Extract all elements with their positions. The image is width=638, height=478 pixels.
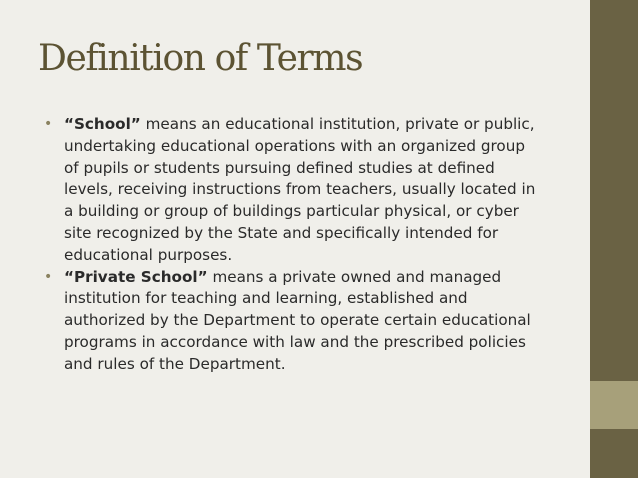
bullet-private-school-definition xyxy=(44,267,544,376)
bullet-school-definition xyxy=(44,114,544,267)
bullet-point-icon: • xyxy=(44,116,53,132)
definition-school: means an educational institution, private or public, undertaking educational operations with an organized group of pupils or students pursuing defined studies at defined levels, receiving instructions from teachers, usually located in a building or group of buildings particular physical, or cyber site recognized by the State and specifically intended for educational purposes. xyxy=(64,115,536,264)
term-school: “School” xyxy=(64,115,141,133)
term-private-school: “Private School” xyxy=(64,267,208,286)
decorative-side-accent xyxy=(590,381,638,429)
slide-title: Definition of Terms xyxy=(38,38,363,79)
bullet-list xyxy=(44,114,544,376)
definition-private-school: means a private owned and managed institution for teaching and learning, established and authorized by the Department to operate certain educational programs in accordance with law and the prescribed policies and rules of the Department. xyxy=(64,267,531,373)
bullet-point-icon: • xyxy=(44,268,53,285)
